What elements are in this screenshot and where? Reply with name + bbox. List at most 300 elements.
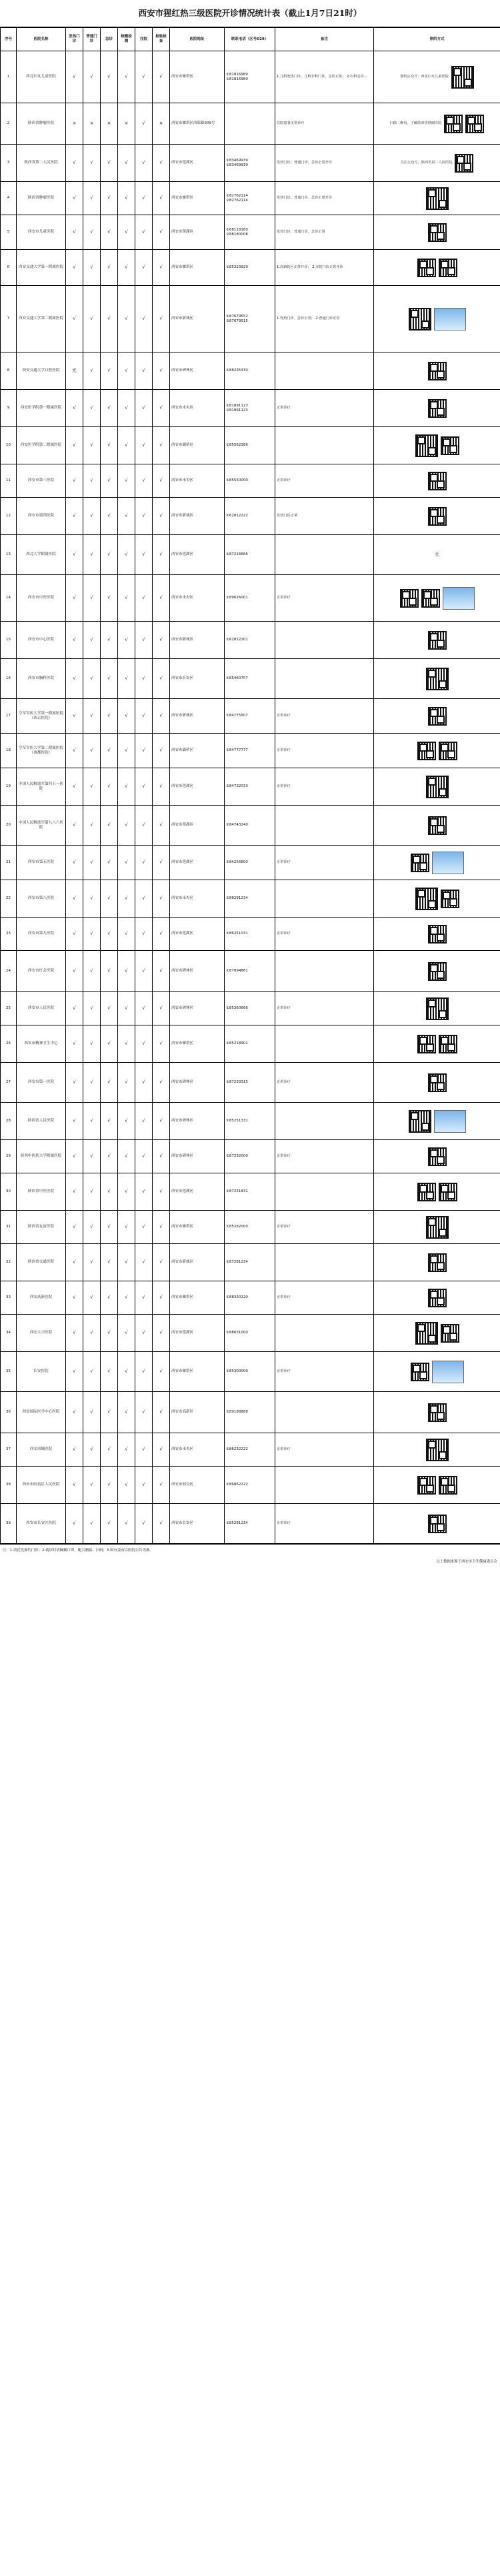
table-row: [1, 1244, 500, 1281]
header-cell: 检验检查: [153, 28, 170, 51]
phone-number: ①84256800: [225, 846, 275, 880]
phone-number: ①85460707: [225, 659, 275, 699]
remark: 正常诊疗: [275, 1211, 374, 1244]
footer-source: 以上数据来源于西安市卫生健康委员会: [436, 1560, 497, 1564]
qr-code-icon[interactable]: [439, 1476, 457, 1495]
row-number: 23: [1, 918, 17, 951]
status-mark: √: [118, 250, 135, 286]
hospital-address: 西安市莲湖区: [170, 806, 225, 846]
phone-number: ①86251031: [225, 918, 275, 951]
appointment-cell: [374, 659, 500, 699]
hospital-name: 西安市第四医院: [17, 498, 66, 535]
status-mark: √: [153, 659, 170, 699]
status-mark: √: [153, 880, 170, 918]
status-mark: √: [118, 427, 135, 464]
status-mark: √: [135, 1211, 153, 1244]
table-row: [1, 659, 500, 699]
qr-code-icon[interactable]: [415, 434, 438, 457]
qr-code-icon[interactable]: [409, 1110, 431, 1133]
status-mark: √: [153, 215, 170, 250]
qr-code-icon[interactable]: [411, 854, 429, 872]
hospital-address: 西安市雁塔区: [170, 51, 225, 103]
header-cell: 核酸检测: [118, 28, 135, 51]
hospital-address: 西安市碑林区: [170, 951, 225, 992]
status-mark: √: [101, 498, 118, 535]
phone-number: ①85550000: [225, 464, 275, 498]
status-mark: √: [118, 1392, 135, 1433]
row-number: 34: [1, 1315, 17, 1352]
status-mark: √: [83, 1025, 101, 1063]
qr-code-icon[interactable]: [451, 66, 474, 89]
hospital-photo: [432, 1361, 464, 1383]
row-number: 1: [1, 51, 17, 103]
hospital-name: 中国人民解放军第四五一医院: [17, 768, 66, 806]
appointment-cell: [374, 951, 500, 992]
appointment-cell: [374, 806, 500, 846]
qr-code-icon[interactable]: [428, 223, 447, 242]
remark: 正常诊疗: [275, 464, 374, 498]
status-mark: √: [118, 1352, 135, 1392]
status-mark: √: [83, 992, 101, 1025]
status-mark: √: [118, 659, 135, 699]
appointment-cell: [374, 498, 500, 535]
row-number: 22: [1, 880, 17, 918]
table-row: [1, 215, 500, 250]
table-row: [1, 951, 500, 992]
qr-code-icon[interactable]: [441, 890, 459, 908]
hospital-address: 西安市莲湖区: [170, 145, 225, 182]
status-mark: √: [66, 215, 83, 250]
status-mark: √: [153, 575, 170, 622]
status-mark: √: [118, 1281, 135, 1315]
table-row: [1, 918, 500, 951]
hospital-address: 西安市新城区: [170, 286, 225, 352]
appointment-cell: [374, 352, 500, 390]
phone-number: ①85281234: [225, 1504, 275, 1544]
phone-number: ①82762114 ②82762114: [225, 182, 275, 215]
row-number: 25: [1, 992, 17, 1025]
qr-code-icon[interactable]: [428, 1073, 447, 1092]
status-mark: √: [83, 622, 101, 659]
appointment-cell: [374, 51, 500, 103]
qr-code-icon[interactable]: [426, 776, 449, 798]
status-mark: √: [101, 1392, 118, 1433]
status-mark: √: [153, 145, 170, 182]
status-mark: √: [135, 1504, 153, 1544]
remark: [275, 1467, 374, 1504]
qr-code-icon[interactable]: [441, 436, 459, 455]
status-mark: √: [66, 182, 83, 215]
status-mark: √: [66, 1173, 83, 1211]
status-mark: √: [118, 1063, 135, 1103]
qr-code-icon[interactable]: [428, 1403, 447, 1422]
hospital-photo: [443, 587, 475, 610]
phone-number: ①62812201: [225, 622, 275, 659]
remark: [275, 352, 374, 390]
row-number: 32: [1, 1244, 17, 1281]
status-mark: √: [153, 182, 170, 215]
remark: 正常诊疗: [275, 699, 374, 734]
status-mark: √: [135, 1103, 153, 1140]
status-mark: √: [135, 215, 153, 250]
hospital-address: 西安市新城区: [170, 1244, 225, 1281]
row-number: 12: [1, 498, 17, 535]
table-row: [1, 768, 500, 806]
hospital-address: 西安市碑林区: [170, 1140, 225, 1173]
status-mark: √: [83, 1467, 101, 1504]
status-mark: √: [83, 918, 101, 951]
appointment-cell: [374, 1173, 500, 1211]
status-mark: √: [135, 1063, 153, 1103]
hospital-name: 陕西省中医医院: [17, 1173, 66, 1211]
status-mark: √: [135, 1025, 153, 1063]
status-mark: √: [66, 427, 83, 464]
table-row: [1, 390, 500, 427]
table-row: [1, 880, 500, 918]
remark: 正常诊疗: [275, 1433, 374, 1467]
status-mark: √: [101, 1244, 118, 1281]
phone-number: [225, 103, 275, 145]
qr-code-icon[interactable]: [411, 1363, 429, 1381]
status-mark: ×: [153, 103, 170, 145]
phone-number: ①85282000: [225, 1211, 275, 1244]
appointment-cell: [374, 250, 500, 286]
status-mark: ×: [83, 103, 101, 145]
status-mark: √: [66, 1281, 83, 1315]
status-mark: √: [83, 498, 101, 535]
status-mark: √: [135, 659, 153, 699]
header-cell: 备注: [275, 28, 374, 51]
qr-code-icon[interactable]: [421, 589, 440, 608]
table-row: [1, 286, 500, 352]
appointment-cell: [374, 1504, 500, 1544]
status-mark: √: [83, 427, 101, 464]
phone-number: ①87894881: [225, 951, 275, 992]
row-number: 35: [1, 1352, 17, 1392]
remark: 正常诊疗: [275, 768, 374, 806]
qr-code-icon[interactable]: [439, 1183, 457, 1201]
status-mark: √: [101, 918, 118, 951]
appointment-cell: [374, 1103, 500, 1140]
phone-number: ①86862222: [225, 1467, 275, 1504]
header-cell: 住院: [135, 28, 153, 51]
status-mark: √: [83, 286, 101, 352]
status-mark: ×: [118, 103, 135, 145]
qr-code-icon[interactable]: [428, 1253, 447, 1272]
qr-code-icon[interactable]: [417, 259, 436, 277]
hospital-address: 西安市新城区: [170, 498, 225, 535]
hospital-address: 西安市碑林区: [170, 352, 225, 390]
status-mark: √: [118, 51, 135, 103]
table-row: [1, 103, 500, 145]
status-mark: √: [101, 427, 118, 464]
status-mark: √: [83, 1244, 101, 1281]
row-number: 13: [1, 535, 17, 575]
table-row: [1, 250, 500, 286]
hospital-name: 西安市第九医院: [17, 918, 66, 951]
status-mark: √: [118, 1467, 135, 1504]
phone-number: ①68118180 ②88180008: [225, 215, 275, 250]
status-mark: √: [83, 352, 101, 390]
status-mark: √: [135, 1467, 153, 1504]
phone-number: ①85360666: [225, 992, 275, 1025]
status-mark: √: [66, 1063, 83, 1103]
qr-code-icon[interactable]: [428, 362, 447, 380]
header-cell: 联系电话（区号029）: [225, 28, 275, 51]
status-mark: √: [101, 286, 118, 352]
status-mark: √: [83, 1504, 101, 1544]
status-mark: √: [118, 182, 135, 215]
qr-code-icon[interactable]: [426, 997, 449, 1020]
hospital-address: 西安市灞桥区: [170, 427, 225, 464]
table-body: [1, 51, 500, 1544]
status-mark: √: [101, 1025, 118, 1063]
status-mark: √: [66, 1433, 83, 1467]
hospital-address: 西安市莲湖区: [170, 918, 225, 951]
phone-number: ①86291234: [225, 880, 275, 918]
row-number: 37: [1, 1433, 17, 1467]
table-row: [1, 464, 500, 498]
status-mark: √: [135, 951, 153, 992]
status-mark: √: [153, 535, 170, 575]
table-row: [1, 1211, 500, 1244]
qr-code-icon[interactable]: [439, 259, 457, 277]
status-mark: √: [153, 699, 170, 734]
qr-code-icon[interactable]: [415, 888, 438, 910]
remark: [275, 427, 374, 464]
status-mark: √: [83, 51, 101, 103]
qr-code-icon[interactable]: [417, 1183, 436, 1201]
status-mark: √: [135, 1433, 153, 1467]
status-mark: √: [101, 182, 118, 215]
phone-number: ①84775507: [225, 699, 275, 734]
qr-code-icon[interactable]: [400, 589, 419, 608]
remark: [275, 1392, 374, 1433]
qr-code-icon[interactable]: [439, 742, 457, 760]
qr-code-icon[interactable]: [428, 1147, 447, 1166]
table-row: [1, 1433, 500, 1467]
hospital-name: 西北大学附属医院: [17, 535, 66, 575]
hospital-address: 西安市新城区: [170, 622, 225, 659]
status-mark: √: [101, 51, 118, 103]
appointment-cell: [374, 880, 500, 918]
status-mark: √: [135, 1281, 153, 1315]
qr-code-icon[interactable]: [428, 816, 447, 835]
qr-code-icon[interactable]: [455, 154, 473, 173]
hospital-address: 西安市莲湖区: [170, 535, 225, 575]
status-mark: √: [101, 215, 118, 250]
appointment-cell: [374, 103, 500, 145]
row-number: 21: [1, 846, 17, 880]
qr-code-icon[interactable]: [426, 1439, 449, 1461]
qr-code-icon[interactable]: [444, 115, 463, 133]
remark: 发热门诊正常: [275, 498, 374, 535]
remark: [275, 1315, 374, 1352]
header-cell: 普通门诊: [83, 28, 101, 51]
remark: 正常诊疗: [275, 734, 374, 768]
phone-number: ①83469939 ②83469939: [225, 145, 275, 182]
status-mark: √: [118, 992, 135, 1025]
appointment-cell: [374, 1392, 500, 1433]
remark: 1.高新院区正常开诊； 2.本院门诊正常开诊: [275, 250, 374, 286]
status-mark: √: [118, 880, 135, 918]
phone-number: ①85300000: [225, 1352, 275, 1392]
hospital-address: 西安市碑林区: [170, 1063, 225, 1103]
status-mark: √: [153, 1211, 170, 1244]
remark: 正常诊疗: [275, 846, 374, 880]
qr-code-icon[interactable]: [465, 115, 484, 133]
status-mark: √: [135, 880, 153, 918]
status-mark: √: [83, 182, 101, 215]
status-mark: √: [101, 1140, 118, 1173]
appointment-cell: [374, 145, 500, 182]
hospital-name: 西安交通大学第一附属医院: [17, 250, 66, 286]
qr-code-icon[interactable]: [439, 1035, 457, 1053]
status-mark: √: [101, 734, 118, 768]
status-mark: √: [135, 1315, 153, 1352]
phone-number: ①87281234: [225, 1244, 275, 1281]
status-mark: √: [118, 1140, 135, 1173]
remark: 发热门诊、普通门诊、急诊正常: [275, 215, 374, 250]
status-mark: √: [153, 734, 170, 768]
qr-code-icon[interactable]: [428, 707, 447, 726]
appointment-cell: [374, 1063, 500, 1103]
hospital-name: 西安市阎良区人民医院: [17, 1467, 66, 1504]
appointment-cell: [374, 846, 500, 880]
row-number: 2: [1, 103, 17, 145]
remark: 1.发热门诊、急诊正常； 2.普通门诊正常: [275, 286, 374, 352]
status-mark: √: [66, 1103, 83, 1140]
table-row: [1, 1315, 500, 1352]
status-mark: √: [118, 535, 135, 575]
status-mark: √: [153, 427, 170, 464]
remark: 正常诊疗: [275, 575, 374, 622]
qr-code-icon[interactable]: [417, 742, 436, 760]
status-mark: √: [83, 1392, 101, 1433]
hospital-address: 西安市长安区: [170, 1504, 225, 1544]
remark: [275, 880, 374, 918]
status-mark: √: [101, 352, 118, 390]
status-mark: √: [153, 498, 170, 535]
phone-number: ①89188888: [225, 1392, 275, 1433]
phone-number: ①85251331: [225, 1103, 275, 1140]
appointment-cell: [374, 1211, 500, 1244]
header-cell: 预约方式: [374, 28, 500, 51]
qr-code-icon[interactable]: [426, 187, 449, 210]
hospital-address: 西安市雁塔区: [170, 182, 225, 215]
hospital-address: 西安市莲湖区: [170, 846, 225, 880]
status-mark: √: [135, 1173, 153, 1211]
qr-code-icon[interactable]: [426, 1216, 449, 1239]
remark: 正常诊疗: [275, 1504, 374, 1544]
phone-number: ①87251831: [225, 1173, 275, 1211]
table-row: [1, 535, 500, 575]
table-row: [1, 622, 500, 659]
status-mark: √: [153, 250, 170, 286]
qr-code-icon[interactable]: [428, 1515, 447, 1533]
status-mark: √: [83, 768, 101, 806]
hospital-address: 西安市碑林区: [170, 1103, 225, 1140]
hospital-table: [0, 27, 500, 1544]
status-mark: √: [66, 1244, 83, 1281]
phone-number: ①88330120: [225, 1281, 275, 1315]
remark: [275, 622, 374, 659]
status-mark: √: [153, 1103, 170, 1140]
status-mark: √: [66, 575, 83, 622]
qr-code-icon[interactable]: [441, 1324, 459, 1343]
appointment-cell: [374, 918, 500, 951]
status-mark: √: [118, 699, 135, 734]
status-mark: √: [135, 182, 153, 215]
table-row: [1, 1103, 500, 1140]
row-number: 10: [1, 427, 17, 464]
status-mark: √: [66, 734, 83, 768]
qr-code-icon[interactable]: [426, 668, 449, 690]
remark: 1.儿科发热门诊，儿科专科门诊，急诊正常； 2.妇科急诊...: [275, 51, 374, 103]
status-mark: √: [101, 992, 118, 1025]
appointment-none: 无: [435, 552, 439, 557]
appointment-cell: [374, 1315, 500, 1352]
header-cell: 发热门诊: [66, 28, 83, 51]
qr-code-icon[interactable]: [428, 1289, 447, 1307]
remark: 发热门诊、普通门诊、急诊正常开诊: [275, 145, 374, 182]
phone-number: ①81891123 ②81891123: [225, 390, 275, 427]
qr-code-icon[interactable]: [428, 399, 447, 418]
status-mark: √: [135, 734, 153, 768]
status-mark: √: [101, 1173, 118, 1211]
hospital-name: 陕西省肿瘤医院: [17, 182, 66, 215]
status-mark: √: [83, 145, 101, 182]
qr-code-icon[interactable]: [428, 472, 447, 490]
qr-code-icon[interactable]: [428, 631, 447, 650]
hospital-name: 空军军医大学第一附属医院（西京医院）: [17, 699, 66, 734]
hospital-name: 西安交通大学第二附属医院: [17, 286, 66, 352]
row-number: 30: [1, 1173, 17, 1211]
hospital-photo: [434, 308, 466, 330]
header-cell: 医院名称: [17, 28, 66, 51]
qr-code-icon[interactable]: [417, 1476, 436, 1495]
qr-code-icon[interactable]: [415, 1322, 438, 1345]
status-mark: √: [101, 699, 118, 734]
qr-code-icon[interactable]: [428, 925, 447, 944]
status-mark: √: [118, 390, 135, 427]
status-mark: √: [66, 1467, 83, 1504]
remark: [275, 535, 374, 575]
appointment-text: 预约公众号：西北妇女儿童医院: [400, 75, 449, 79]
qr-code-icon[interactable]: [428, 507, 447, 526]
status-mark: √: [153, 1140, 170, 1173]
status-mark: √: [66, 1315, 83, 1352]
hospital-name: 西安市胸科医院: [17, 659, 66, 699]
hospital-name: 西安交通大学口腔医院: [17, 352, 66, 390]
qr-code-icon[interactable]: [409, 308, 431, 330]
status-mark: √: [101, 880, 118, 918]
status-mark: √: [118, 1173, 135, 1211]
phone-number: ①81816989 ②81816989: [225, 51, 275, 103]
status-mark: √: [118, 951, 135, 992]
hospital-name: 西安医学院第一附属医院: [17, 390, 66, 427]
qr-code-icon[interactable]: [417, 1035, 436, 1053]
table-row: [1, 182, 500, 215]
status-mark: √: [118, 286, 135, 352]
status-mark: √: [153, 846, 170, 880]
status-mark: √: [101, 1467, 118, 1504]
status-mark: √: [66, 768, 83, 806]
hospital-photo: [432, 852, 464, 874]
status-mark: √: [66, 1504, 83, 1544]
qr-code-icon[interactable]: [428, 962, 447, 981]
status-mark: √: [153, 1281, 170, 1315]
